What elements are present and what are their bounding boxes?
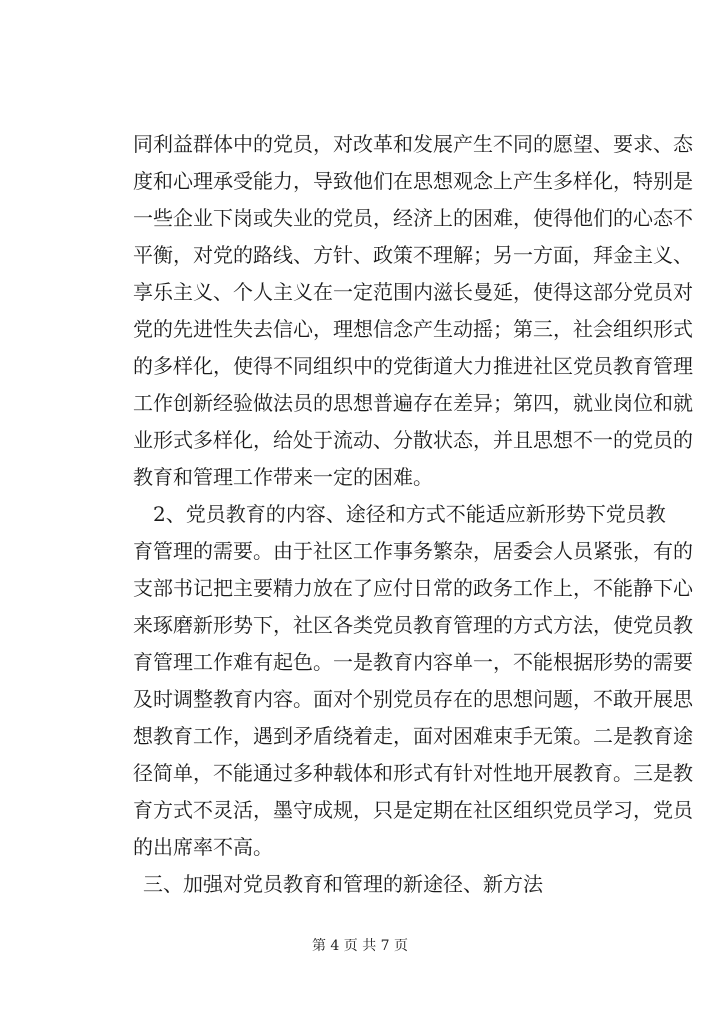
paragraph-start-line: 2、党员教育的内容、途径和方式不能适应新形势下党员教 xyxy=(133,502,666,526)
section-heading: 三、加强对党员教育和管理的新途径、新方法 xyxy=(143,872,543,896)
text-line: 育管理的需要。由于社区工作事务繁杂，居委会人员紧张，有的 xyxy=(133,539,693,563)
text-line: 享乐主义、个人主义在一定范围内滋长曼延，使得这部分党员对 xyxy=(133,280,693,304)
text-line: 一些企业下岗或失业的党员，经济上的困难，使得他们的心态不 xyxy=(133,206,693,230)
text-line: 党的先进性失去信心，理想信念产生动摇；第三，社会组织形式 xyxy=(133,317,693,341)
text-line: 平衡，对党的路线、方针、政策不理解；另一方面，拜金主义、 xyxy=(133,243,693,267)
text-line: 及时调整教育内容。面对个别党员存在的思想问题，不敢开展思 xyxy=(133,687,693,711)
text-line: 业形式多样化，给处于流动、分散状态，并且思想不一的党员的 xyxy=(133,428,693,452)
text-line: 工作创新经验做法员的思想普遍存在差异；第四，就业岗位和就 xyxy=(133,391,693,415)
text-line: 育方式不灵活，墨守成规，只是定期在社区组织党员学习，党员 xyxy=(133,798,693,822)
text-line: 来琢磨新形势下，社区各类党员教育管理的方式方法，使党员教 xyxy=(133,613,693,637)
text-line: 教育和管理工作带来一定的困难。 xyxy=(133,465,433,489)
page-footer: 第 4 页 共 7 页 xyxy=(311,938,409,954)
text-line: 的出席率不高。 xyxy=(133,835,273,859)
text-line: 想教育工作，遇到矛盾绕着走，面对困难束手无策。二是教育途 xyxy=(133,724,693,748)
text-line: 径简单，不能通过多种载体和形式有针对性地开展教育。三是教 xyxy=(133,761,693,785)
text-line: 度和心理承受能力，导致他们在思想观念上产生多样化，特别是 xyxy=(133,169,693,193)
text-line: 的多样化，使得不同组织中的党街道大力推进社区党员教育管理 xyxy=(133,354,693,378)
text-line: 育管理工作难有起色。一是教育内容单一，不能根据形势的需要 xyxy=(133,650,693,674)
text-line: 支部书记把主要精力放在了应付日常的政务工作上，不能静下心 xyxy=(133,576,693,600)
text-line: 同利益群体中的党员，对改革和发展产生不同的愿望、要求、态 xyxy=(133,132,693,156)
